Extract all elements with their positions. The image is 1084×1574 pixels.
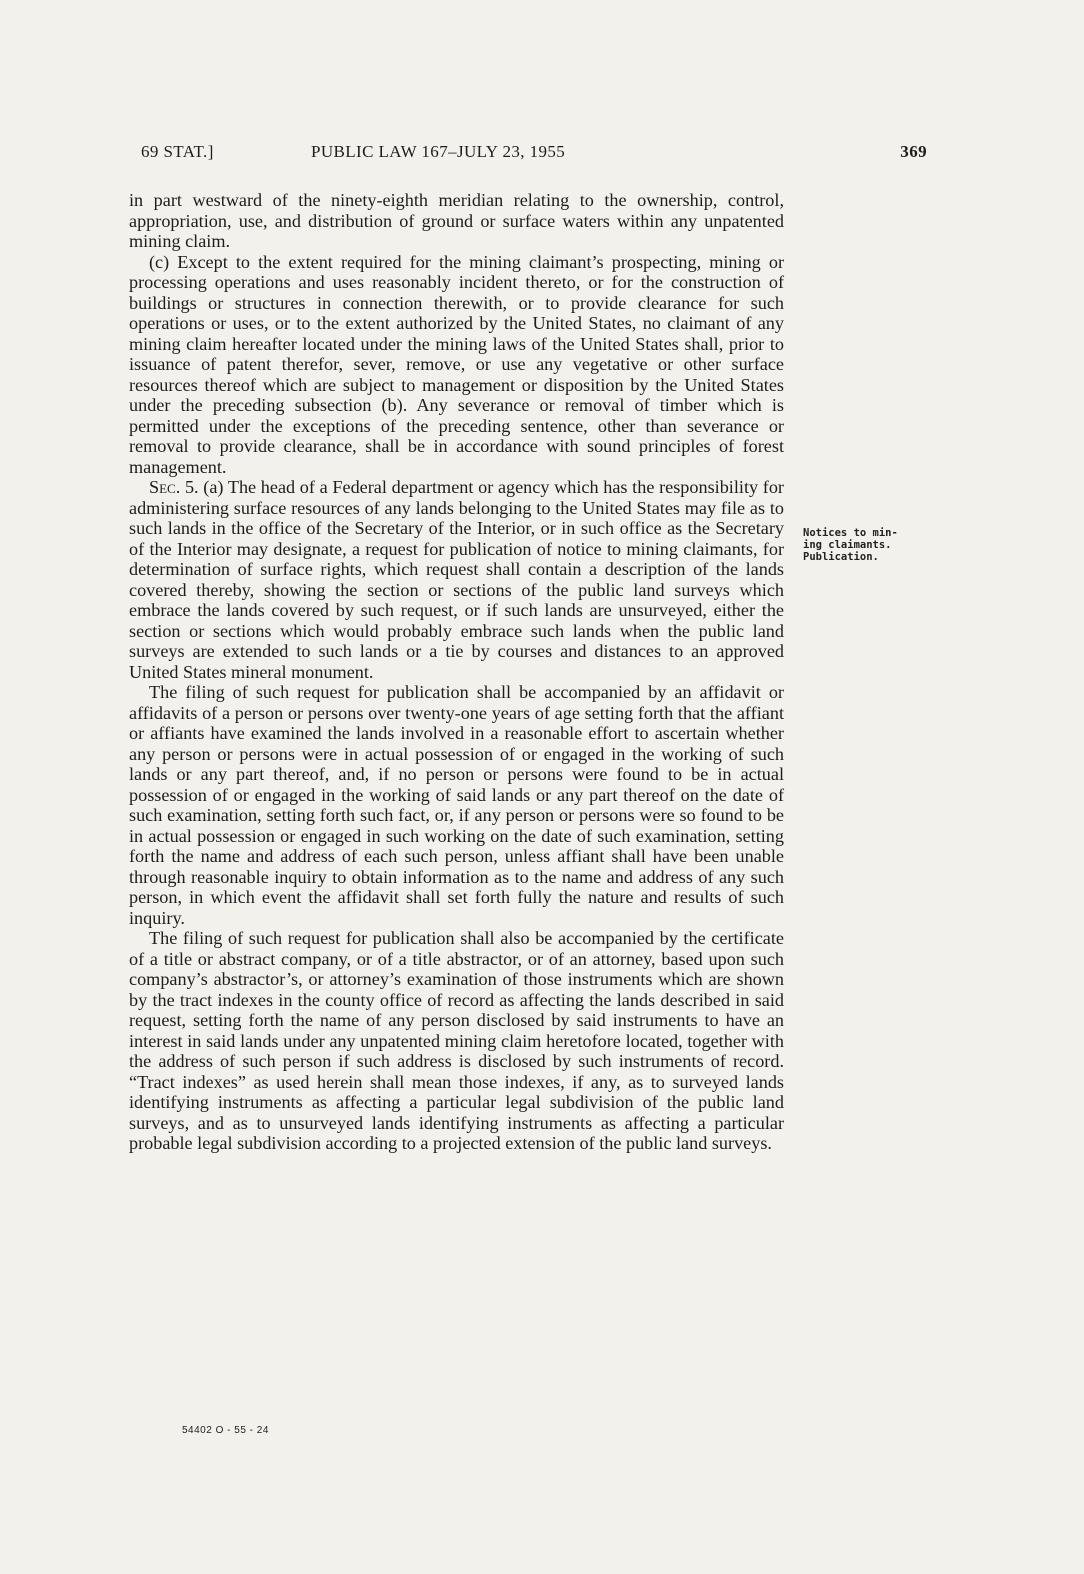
section-label: Sec. 5. [149, 477, 199, 497]
body-text [129, 190, 784, 1154]
paragraph-subsection-c: (c) Except to the extent required for the mining claimant’s prospecting, mining or processing operations and uses reasonably incident thereto, or for the construction of buildings or structures in connection therewith, or to provide clearance for such operations or uses, or to the extent authorized by the United States, no claimant of any mining claim hereafter located under the mining laws of the United States shall, prior to issuance of patent therefor, sever, remove, or use any vegetative or other surface resources thereof which are subject to management or disposition by the United States under the preceding subsection (b). Any severance or removal of timber which is permitted under the exceptions of the preceding sentence, other than severance or removal to provide clearance, shall be in accordance with sound principles of forest management. [129, 251, 784, 477]
page-title: PUBLIC LAW 167–JULY 23, 1955 [311, 142, 566, 161]
paragraph-certificate: The filing of such request for publication shall also be accompanied by the certificate of a title or abstract company, or of a title abstractor, or of an attorney, based upon such company’s abstractor’s, or attorney’s examination of those instruments which are shown by the tract indexes in the county office of record as affecting the lands described in said request, setting forth the name of any person disclosed by said instruments to have an interest in said lands under any unpatented mining claim heretofore located, together with the address of such person if such address is disclosed by such instruments of record. “Tract indexes” as used herein shall mean those indexes, if any, as to surveyed lands identifying instruments as affecting a particular legal subdivision of the public land surveys, and as to unsurveyed lands identifying instruments as affecting a particular probable legal subdivision according to a projected extension of the public land surveys. [129, 928, 784, 1153]
statute-reference: 69 STAT.] [141, 142, 214, 161]
margin-note-line: Notices to min- [803, 527, 898, 539]
print-code: 54402 O - 55 - 24 [182, 1425, 269, 1436]
margin-note-line: ing claimants. [803, 539, 892, 551]
paragraph-affidavit: The filing of such request for publication shall be accompanied by an affidavit or affidavits of a person or persons over twenty-one years of age setting forth that the affiant or affiants have examined the lands involved in a reasonable effort to ascertain whether any person or persons were in actual possession of or engaged in the working of such lands or any part thereof, and, if no person or persons were found to be in actual possession of or engaged in the working of said lands or any part thereof on the date of such examination, setting forth such fact, or, if any person or persons were so found to be in actual possession or engaged in such working on the date of such examination, setting forth the name and address of each such person, unless affiant shall have been unable through reasonable inquiry to obtain information as to the name and address of any such person, in which event the affidavit shall set forth fully the nature and results of such inquiry. [129, 682, 784, 928]
section-5a-text: (a) The head of a Federal department or agency which has the responsibility for administering surface resources of any lands belonging to the United States may file as to such lands in the office of the Secretary of the Interior, or in such office as the Secretary of the Interior may designate, a request for publication of notice to mining claimants, for determination of surface rights, which request shall contain a description of the lands covered thereby, showing the section or sections of the public land surveys which embrace the lands covered by such request, or if such lands are unsurveyed, either the section or sections which would probably embrace such lands when the public land surveys are extended to such lands or a tie by courses and distances to an approved United States mineral monument. [129, 477, 784, 682]
paragraph-section-5a [129, 477, 784, 682]
page-number: 369 [900, 142, 927, 161]
paragraph-continuation: in part westward of the ninety-eighth meridian relating to the ownership, control, appropriation, use, and distribution of ground or surface waters within any unpatented mining claim. [129, 190, 784, 251]
margin-note-line: Publication. [803, 551, 879, 563]
running-header [129, 142, 929, 172]
margin-note [803, 527, 933, 563]
